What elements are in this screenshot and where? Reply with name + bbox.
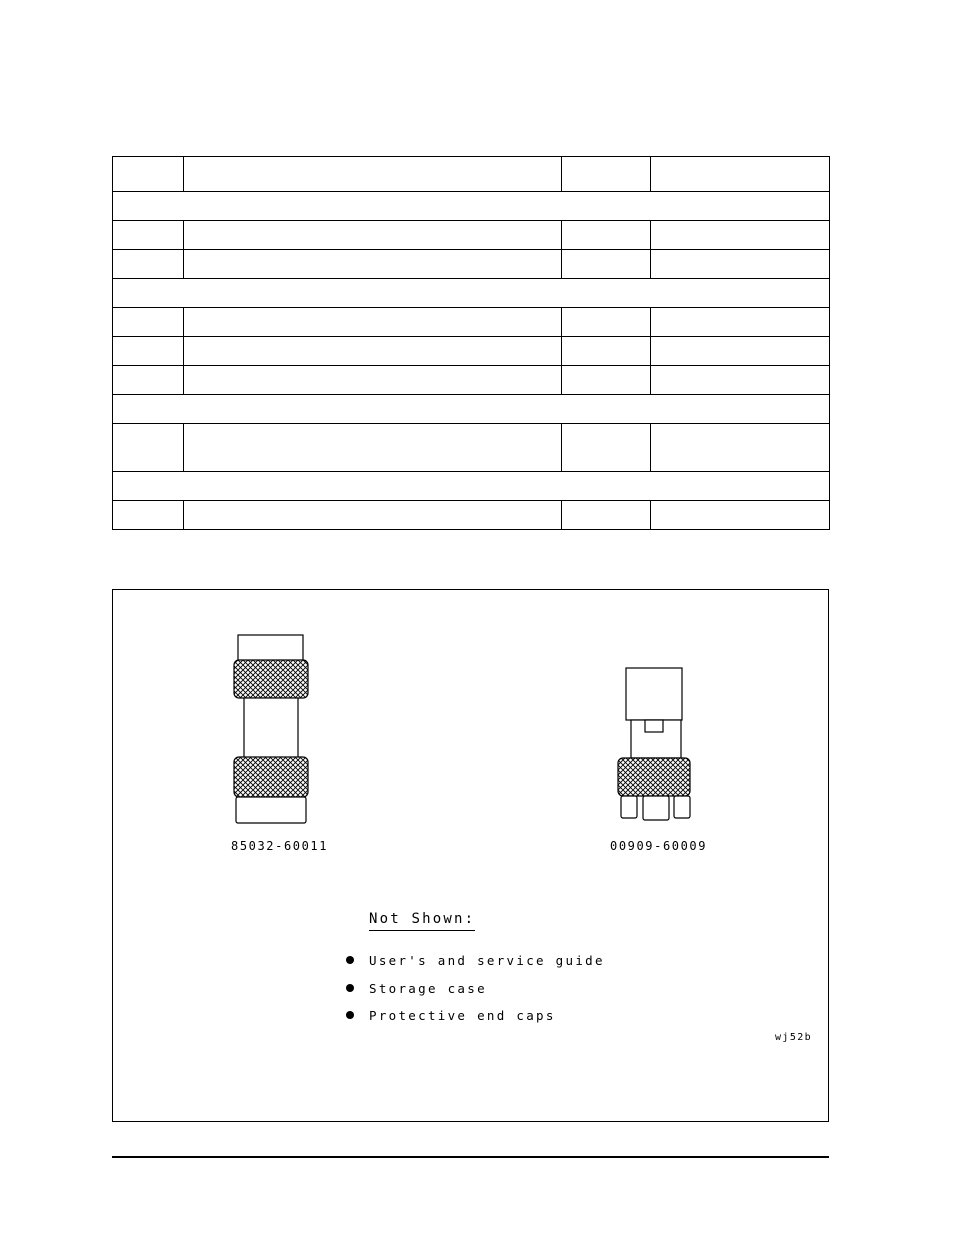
table-row: [113, 221, 830, 250]
table-row: [113, 308, 830, 337]
footer-rule: [112, 1156, 829, 1158]
table-section-row: [113, 192, 830, 221]
table-row: [113, 250, 830, 279]
parts-table: [112, 156, 830, 530]
table-section-row: [113, 279, 830, 308]
table-row: [113, 366, 830, 395]
adapter-00909-60009-drawing: [618, 668, 690, 820]
table-row: [113, 337, 830, 366]
list-item: Storage case: [343, 981, 605, 1009]
table-header-row: [113, 157, 830, 192]
list-item: User's and service guide: [343, 953, 605, 981]
not-shown-list: [343, 953, 605, 1036]
table-section-row: [113, 395, 830, 424]
bullet-icon: [346, 1011, 354, 1019]
parts-figure: [112, 589, 829, 1122]
table-row: [113, 501, 830, 530]
right-part-number: 00909-60009: [610, 839, 708, 853]
bullet-icon: [346, 984, 354, 992]
list-item: Protective end caps: [343, 1008, 605, 1036]
bullet-icon: [346, 956, 354, 964]
parts-drawing: [113, 590, 830, 1123]
adapter-85032-60011-drawing: [234, 635, 308, 823]
table-row: [113, 424, 830, 472]
left-part-number: 85032-60011: [231, 839, 329, 853]
figure-id: wj52b: [775, 1032, 813, 1043]
not-shown-title: Not Shown:: [369, 911, 475, 931]
table-section-row: [113, 472, 830, 501]
